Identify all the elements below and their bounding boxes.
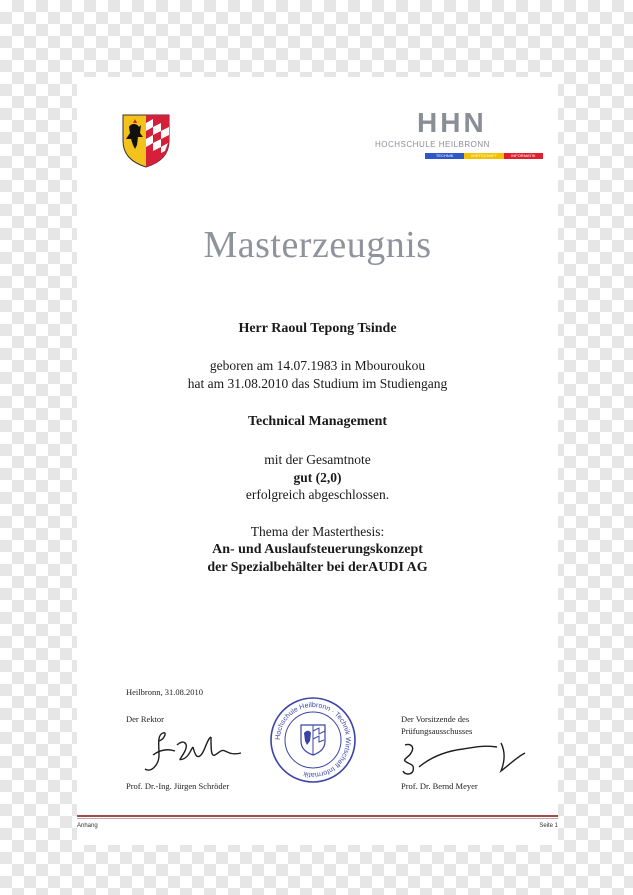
footer-page-number: Seite 1: [539, 823, 558, 829]
chair-role-line-2: Prüfungsausschusses: [401, 726, 473, 736]
thesis-label: Thema der Masterthesis:: [250, 524, 385, 539]
logo-name: HOCHSCHULE HEILBRONN: [375, 140, 490, 149]
study-line: hat am 31.08.2010 das Studium im Studiengang: [187, 376, 448, 391]
footer-rule: [77, 815, 558, 817]
place-date: Heilbronn, 31.08.2010: [126, 687, 203, 697]
university-seal-icon: [268, 695, 358, 785]
grade-intro: mit der Gesamtnote: [264, 452, 371, 467]
rector-signature: [137, 725, 247, 777]
document-title: Masterzeugnis: [203, 224, 432, 266]
certificate-page: [77, 77, 558, 845]
footer-left-label: Anhang: [77, 823, 98, 829]
overall-grade: gut (2,0): [293, 470, 342, 485]
footer-rule-secondary: [77, 818, 558, 819]
chair-role-line-1: Der Vorsitzende des: [401, 714, 470, 724]
seal-text: Hochschule Heilbronn · Technik Wirtschaft Informatik: [274, 701, 352, 779]
logo-tagline-bar: [425, 153, 543, 159]
logo-tagline-wirtschaft: WIRTSCHAFT: [464, 153, 503, 159]
coat-of-arms-icon: [121, 113, 171, 169]
recipient-name: Herr Raoul Tepong Tsinde: [238, 321, 397, 336]
thesis-title-line-2: der Spezialbehälter bei derAUDI AG: [207, 560, 428, 575]
university-logo: [367, 107, 557, 167]
completion-line: erfolgreich abgeschlossen.: [245, 487, 390, 502]
study-program: Technical Management: [247, 414, 388, 429]
chair-signature: [401, 737, 541, 777]
rector-name: Prof. Dr.-Ing. Jürgen Schröder: [126, 781, 230, 791]
logo-tagline-informatik: INFORMATIK: [504, 153, 543, 159]
rector-role: Der Rektor: [126, 714, 165, 724]
thesis-title-line-1: An- und Auslaufsteuerungskonzept: [212, 542, 423, 557]
chair-name: Prof. Dr. Bernd Meyer: [401, 781, 478, 791]
logo-mark: HHN: [417, 107, 487, 138]
birth-line: geboren am 14.07.1983 in Mbouroukou: [209, 358, 426, 373]
logo-tagline-technik: TECHNIK: [425, 153, 464, 159]
